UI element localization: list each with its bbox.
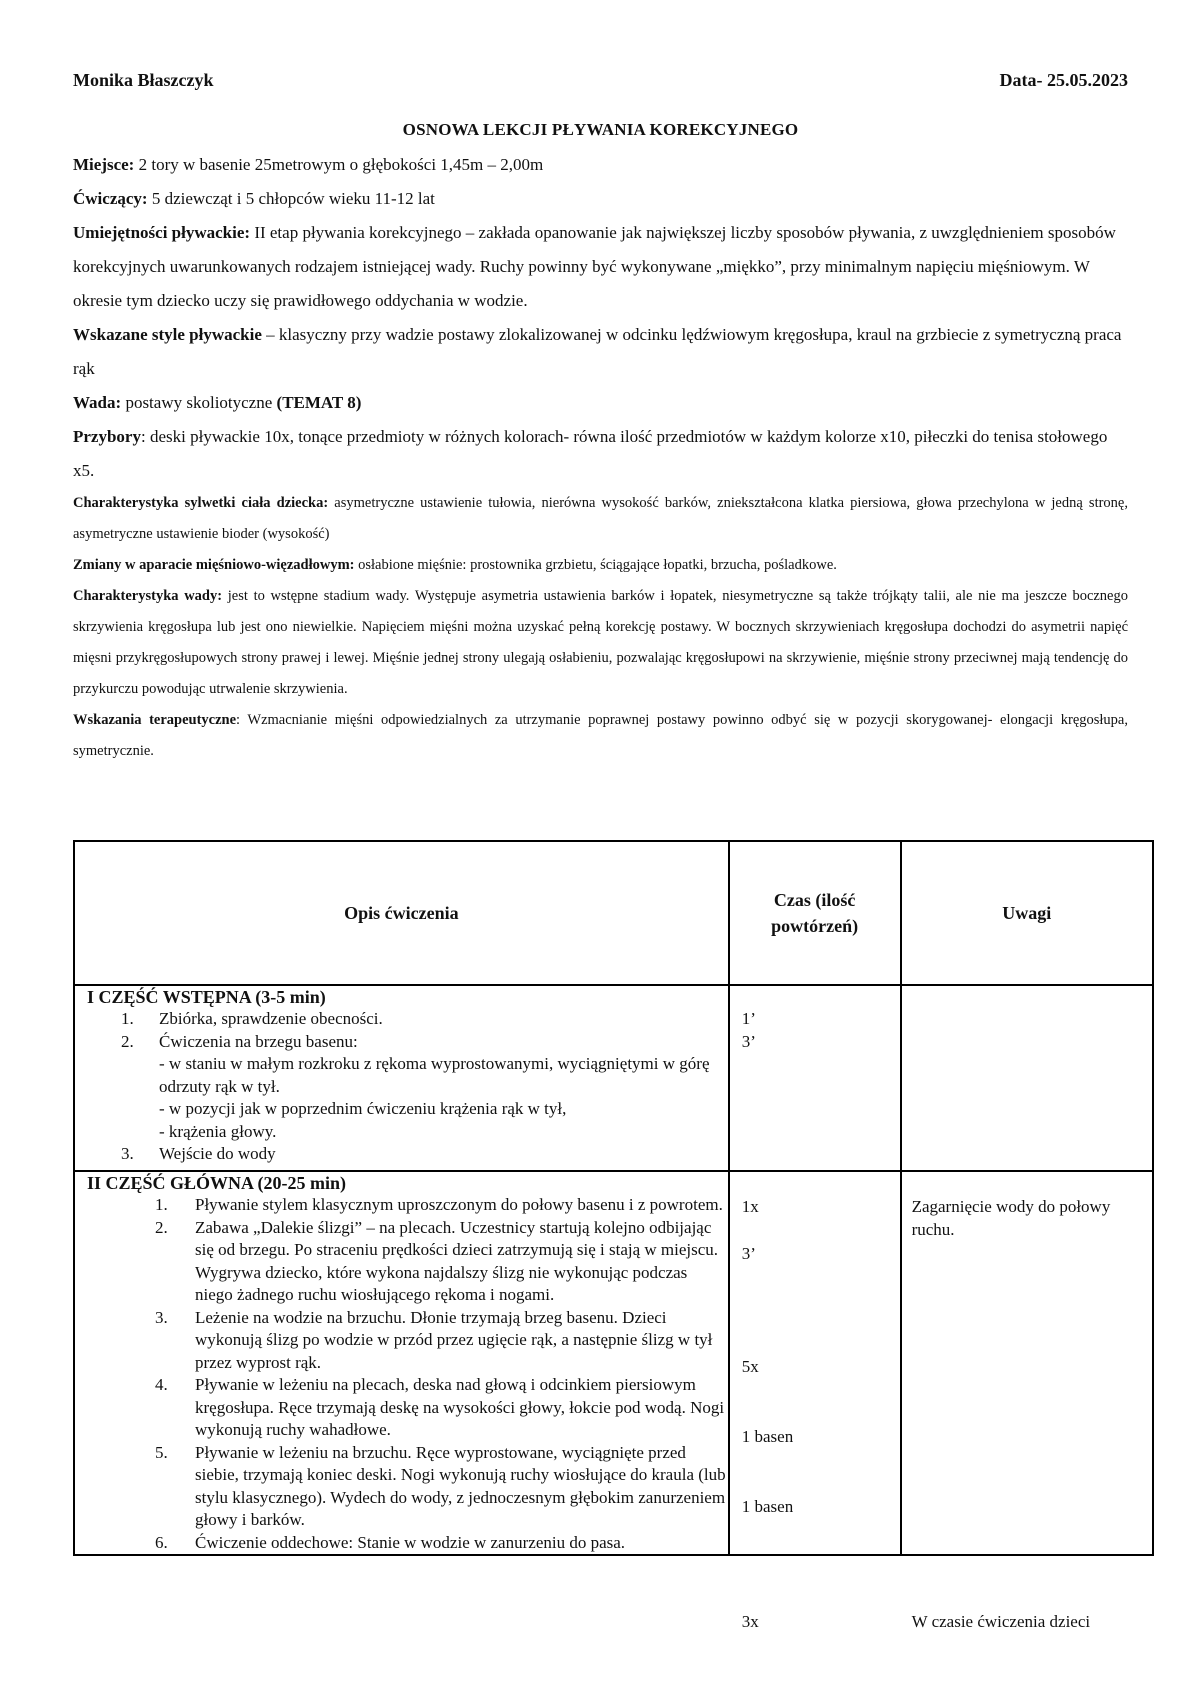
list-item [75,1442,728,1532]
defect-topic: (TEMAT 8) [276,393,362,412]
time-value: 1’ [741,1009,756,1028]
item-number: 4. [155,1375,168,1394]
header-time [729,841,901,985]
note-value: W czasie ćwiczenia dzieci [911,1612,1091,1631]
muscles-paragraph [73,550,1128,581]
time-value: 3x [741,1612,759,1631]
list-item [75,1194,728,1217]
equipment-value: : deski pływackie 10x, tonące przedmioty w różnych kolorach- równa ilość przedmiotów w każdym kolorze x10, piłeczki do tenisa stołowego x5. [73,427,1108,480]
time-value: 1x [741,1197,759,1216]
item-text: Pływanie w leżeniu na brzuchu. Ręce wyprostowane, wyciągnięte przed siebie, trzymają koniec deski. Nogi wykonują ruchy wiosłujące do kraula (lub stylu klasycznego). Wydech do wody, z jednoczesnym głębokim zanurzeniem głowy i barków. [195,1442,726,1529]
silhouette-value: asymetryczne ustawienie tułowia, nierówna wysokość barków, zniekształcona klatka piersiowa, głowa przechylona w jedną stronę, asymetryczne ustawienie bioder (wysokość) [73,495,1128,542]
part2-list [75,1194,728,1554]
note-value: Zagarnięcie wody do połowy ruchu. [911,1197,1111,1239]
trainees-line [73,182,1128,216]
trainees-label: Ćwiczący: [73,189,148,208]
part2-title: II CZĘŚĆ GŁÓWNA (20-25 min) [87,1173,347,1193]
defect-characteristics-label: Charakterystyka wady: [73,588,223,604]
item-number: 1. [155,1195,168,1214]
item-text: Pływanie w leżeniu na plecach, deska nad głową i odcinkiem piersiowym kręgosłupa. Ręce trzymają deskę na wysokości głowy, łokcie pod wodą. Nogi wykonują ruchy wahadłowe. [195,1375,725,1439]
part1-description [74,985,729,1171]
therapy-label: Wskazania terapeutyczne [73,712,237,728]
document-title: OSNOWA LEKCJI PŁYWANIA KOREKCYJNEGO [402,120,799,139]
item-number: 3. [121,1144,134,1163]
item-text: - w staniu w małym rozkroku z rękoma wyprostowanymi, wyciągniętymi w górę odrzuty rąk w tył. [159,1054,710,1096]
time-value: 3’ [741,1244,756,1263]
header-notes: Uwagi [901,841,1153,985]
part1-notes [901,985,1153,1171]
defect-characteristics-paragraph [73,581,1128,705]
item-number: 1. [121,1009,134,1028]
skills-paragraph [73,216,1128,318]
therapy-paragraph [73,705,1128,767]
part1-time [729,985,901,1171]
place-label: Miejsce: [73,155,135,174]
equipment-label: Przybory [73,427,141,446]
skills-label: Umiejętności pływackie: [73,223,251,242]
part1-title: I CZĘŚĆ WSTĘPNA (3-5 min) [87,987,326,1007]
list-item [75,1031,728,1054]
muscles-label: Zmiany w aparacie mięśniowo-więzadłowym: [73,557,355,573]
item-text: Pływanie stylem klasycznym uproszczonym do połowy basenu i z powrotem. [195,1195,723,1214]
styles-label: Wskazane style pływackie [73,325,262,344]
item-text: Leżenie na wodzie na brzuchu. Dłonie trzymają brzeg basenu. Dzieci wykonują ślizg po wodzie w przód przez ugięcie rąk, a następnie ślizg w tył przez wyprost rąk. [195,1307,713,1372]
item-text: Ćwiczenia na brzegu basenu: [159,1031,358,1051]
place-line [73,148,1128,182]
item-number: 2. [121,1031,134,1051]
item-number: 3. [155,1307,168,1327]
list-item [75,1307,728,1375]
styles-paragraph [73,318,1128,386]
header-time-label: Czas (ilość powtórzeń) [771,890,859,936]
defect-label: Wada: [73,393,122,412]
document-header [73,70,1128,100]
trainees-value: 5 dziewcząt i 5 chłopców wieku 11-12 lat [147,189,435,208]
silhouette-label: Charakterystyka sylwetki ciała dziecka: [73,495,329,511]
list-item [75,1053,728,1098]
lesson-table [73,840,1154,1631]
list-item [75,1532,728,1555]
header-description: Opis ćwiczenia [74,841,729,985]
part2-description [74,1171,729,1555]
time-value: 5x [741,1357,759,1376]
list-item [75,1143,728,1166]
list-item [75,1374,728,1442]
item-number: 5. [155,1442,168,1462]
document-date: Data- 25.05.2023 [999,70,1128,90]
part2-time [729,1171,901,1631]
document-page [73,70,1128,767]
item-text: Ćwiczenie oddechowe: Stanie w wodzie w zanurzeniu do pasa. [195,1532,626,1552]
item-number: 6. [155,1532,168,1552]
skills-value: II etap pływania korekcyjnego – zakłada opanowanie jak największej liczby sposobów pływania, z uwzględnieniem sposobów korekcyjnych uwarunkowanych rodzajem istniejącej wady. Ruchy powinny być wykonywane „miękko”, przy minimalnym napięciu mięśniowym. W okresie tym dziecko uczy się prawidłowego oddychania w wodzie. [73,223,1116,310]
time-value: 1 basen [741,1427,794,1446]
part1-list [75,1008,728,1166]
item-text: Wejście do wody [159,1144,276,1163]
item-number: 2. [155,1217,168,1237]
list-item [75,1121,728,1144]
author-name: Monika Błaszczyk [73,70,214,90]
item-text: Zabawa „Dalekie ślizgi” – na plecach. Uczestnicy startują kolejno odbijając się od brzegu. Po straceniu prędkości dzieci zatrzymują się i stają w miejscu. Wygrywa dziecko, które wykona najdalszy ślizg nie wykonując podczas niego żadnego ruchu wiosłującego rękoma i nogami. [195,1217,719,1304]
part2-row [74,1171,1153,1555]
defect-value: postawy skoliotyczne [121,393,277,412]
list-item [75,1217,728,1307]
part2-notes [901,1171,1153,1631]
part1-row [74,985,1153,1171]
styles-value: – klasyczny przy wadzie postawy zlokalizowanej w odcinku lędźwiowym kręgosłupa, kraul na grzbiecie z symetryczną praca rąk [73,325,1122,378]
table-header-row [74,841,1153,985]
muscles-value: osłabione mięśnie: prostownika grzbietu, ściągające łopatki, brzucha, pośladkowe. [354,557,837,573]
item-text: - w pozycji jak w poprzednim ćwiczeniu krążenia rąk w tył, [159,1099,567,1118]
time-value: 3’ [741,1031,756,1051]
time-value: 1 basen [741,1497,794,1516]
equipment-paragraph [73,420,1128,488]
list-item [75,1098,728,1121]
therapy-value: : Wzmacnianie mięśni odpowiedzialnych za utrzymanie poprawnej postawy powinno odbyć się w pozycji skorygowanej- elongacji kręgosłupa, symetrycznie. [73,712,1128,759]
place-value: 2 tory w basenie 25metrowym o głębokości 1,45m – 2,00m [134,155,544,174]
defect-line [73,386,1128,420]
defect-characteristics-value: jest to wstępne stadium wady. Występuje asymetria ustawienia barków i łopatek, niesymetryczne są także trójkąty talii, ale nie ma jeszcze bocznego skrzywienia kręgosłupa lub jest ono niewielkie. Napięciem mięśni można uzyskać pełną korekcję postawy. W bocznych skrzywieniach kręgosłupa dochodzi do asymetrii napięć mięsni przykręgosłupowych strony prawej i lewej. Mięśnie jednej strony ulegają osłabieniu, pozwalając kręgosłupowi na skrzywienie, mięśnie strony przeciwnej mają tendencję do przykurczu powodując utrwalenie skrzywienia. [73,588,1128,697]
silhouette-paragraph [73,488,1128,550]
item-text: - krążenia głowy. [159,1121,277,1141]
list-item [75,1008,728,1031]
item-text: Zbiórka, sprawdzenie obecności. [159,1009,383,1028]
